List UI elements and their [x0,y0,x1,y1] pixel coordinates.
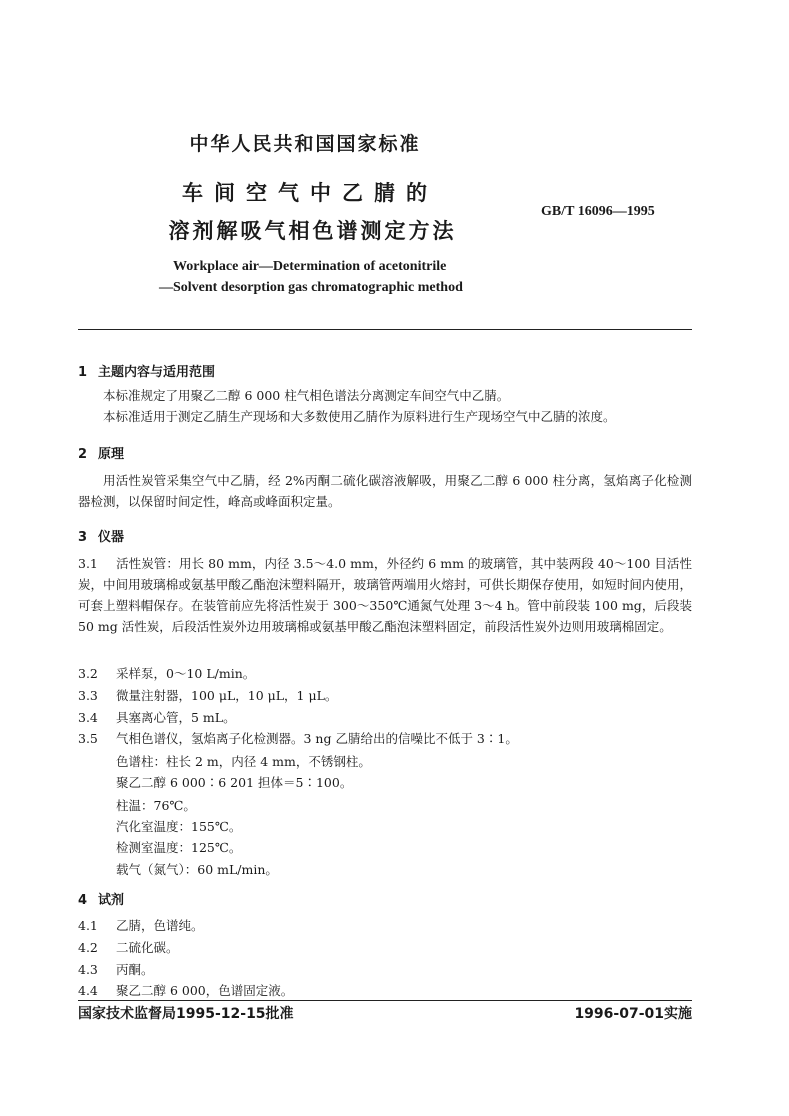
item-text: 气相色谱仪，氢焰离子化检测器。3 ng 乙腈给出的信噪比不低于 3∶1。 [116,731,518,746]
item-number: 4.1 [78,918,98,933]
item-text: 二硫化碳。 [116,940,179,955]
section-heading [78,526,124,545]
item-number: 4.3 [78,962,98,977]
gc-condition: 检测室温度：125℃。 [116,840,242,855]
item-text: 采样泵，0～10 L/min。 [116,666,256,681]
list-item [78,938,179,956]
section-title: 主题内容与适用范围 [98,365,216,380]
section-body [78,385,692,427]
item-number: 4.4 [78,983,98,998]
paragraph: 本标准适用于测定乙腈生产现场和大多数使用乙腈作为原料进行生产现场空气中乙腈的浓度。 [103,409,616,424]
paragraph: 用活性炭管采集空气中乙腈，经 2%丙酮二硫化碳溶液解吸，用聚乙二醇 6 000 柱分离，氢焰离子化检测器检测，以保留时间定性，峰高或峰面积定量。 [78,473,692,509]
item-number: 3.2 [78,666,98,681]
effective-date-note: 1996-07-01实施 [574,1006,692,1022]
item-number: 3.5 [78,731,98,746]
title-english-line-1: Workplace air—Determination of acetonitrile [173,259,447,274]
list-item [78,686,337,704]
item-number: 3.1 [78,556,98,571]
title-chinese-line-1: 车间空气中乙腈的 [182,181,438,205]
item-text: 活性炭管：用长 80 mm，内径 3.5～4.0 mm，外径约 6 mm 的玻璃管，其中装两段 40～100 目活性炭，中间用玻璃棉或氨基甲酸乙酯泡沫塑料隔开，玻璃管两端用火熔封，可供长期保存使用，如短时间内使用，可套上塑料帽保存。在装管前应先将活性炭于 300～350℃通氮气处理 3～4 h。管中前段装 100 mg，后段装 50 mg 活性炭，后段活性炭外边用玻璃棉或氨基甲酸乙酯泡沫塑料固定，前段活性炭外边则用玻璃棉固定。 [78,556,692,634]
section-heading [78,361,215,380]
list-item [78,708,236,726]
list-item [78,916,204,934]
section-number: 4 [78,893,88,908]
gc-condition: 汽化室温度：155℃。 [116,819,242,834]
section-heading [78,889,124,908]
section-title: 试剂 [98,893,125,908]
item-text: 微量注射器，100 μL，10 μL，1 μL。 [116,688,338,703]
item-number: 4.2 [78,940,98,955]
paragraph: 本标准规定了用聚乙二醇 6 000 柱气相色谱法分离测定车间空气中乙腈。 [103,388,510,403]
gc-condition: 聚乙二醇 6 000∶6 201 担体＝5∶100。 [116,775,353,790]
list-item [78,729,518,747]
section-title: 仪器 [98,530,125,545]
list-item [78,981,293,999]
section-body [78,470,692,512]
item-text: 丙酮。 [116,962,154,977]
approval-note: 国家技术监督局1995-12-15批准 [78,1006,294,1022]
section-heading [78,443,124,462]
section-title: 原理 [98,447,125,462]
item-text: 具塞离心管，5 mL。 [116,710,236,725]
national-standard-heading: 中华人民共和国国家标准 [189,133,421,155]
list-item [78,553,692,637]
item-number: 3.4 [78,710,98,725]
list-item [78,664,255,682]
section-number: 1 [78,365,88,380]
list-item [78,960,154,978]
gc-condition: 载气（氮气）：60 mL/min。 [116,862,278,877]
title-english-line-2: —Solvent desorption gas chromatographic method [159,280,463,295]
title-chinese-line-2: 溶剂解吸气相色谱测定方法 [168,219,457,243]
section-number: 3 [78,530,88,545]
gc-condition: 柱温：76℃。 [116,798,196,813]
item-text: 乙腈，色谱纯。 [116,918,204,933]
item-text: 聚乙二醇 6 000，色谱固定液。 [116,983,294,998]
gc-condition: 色谱柱：柱长 2 m，内径 4 mm，不锈钢柱。 [116,754,371,769]
footer-divider [78,1000,692,1001]
item-number: 3.3 [78,688,98,703]
section-number: 2 [78,447,88,462]
header-divider [78,329,692,330]
standard-code: GB/T 16096—1995 [541,204,655,219]
